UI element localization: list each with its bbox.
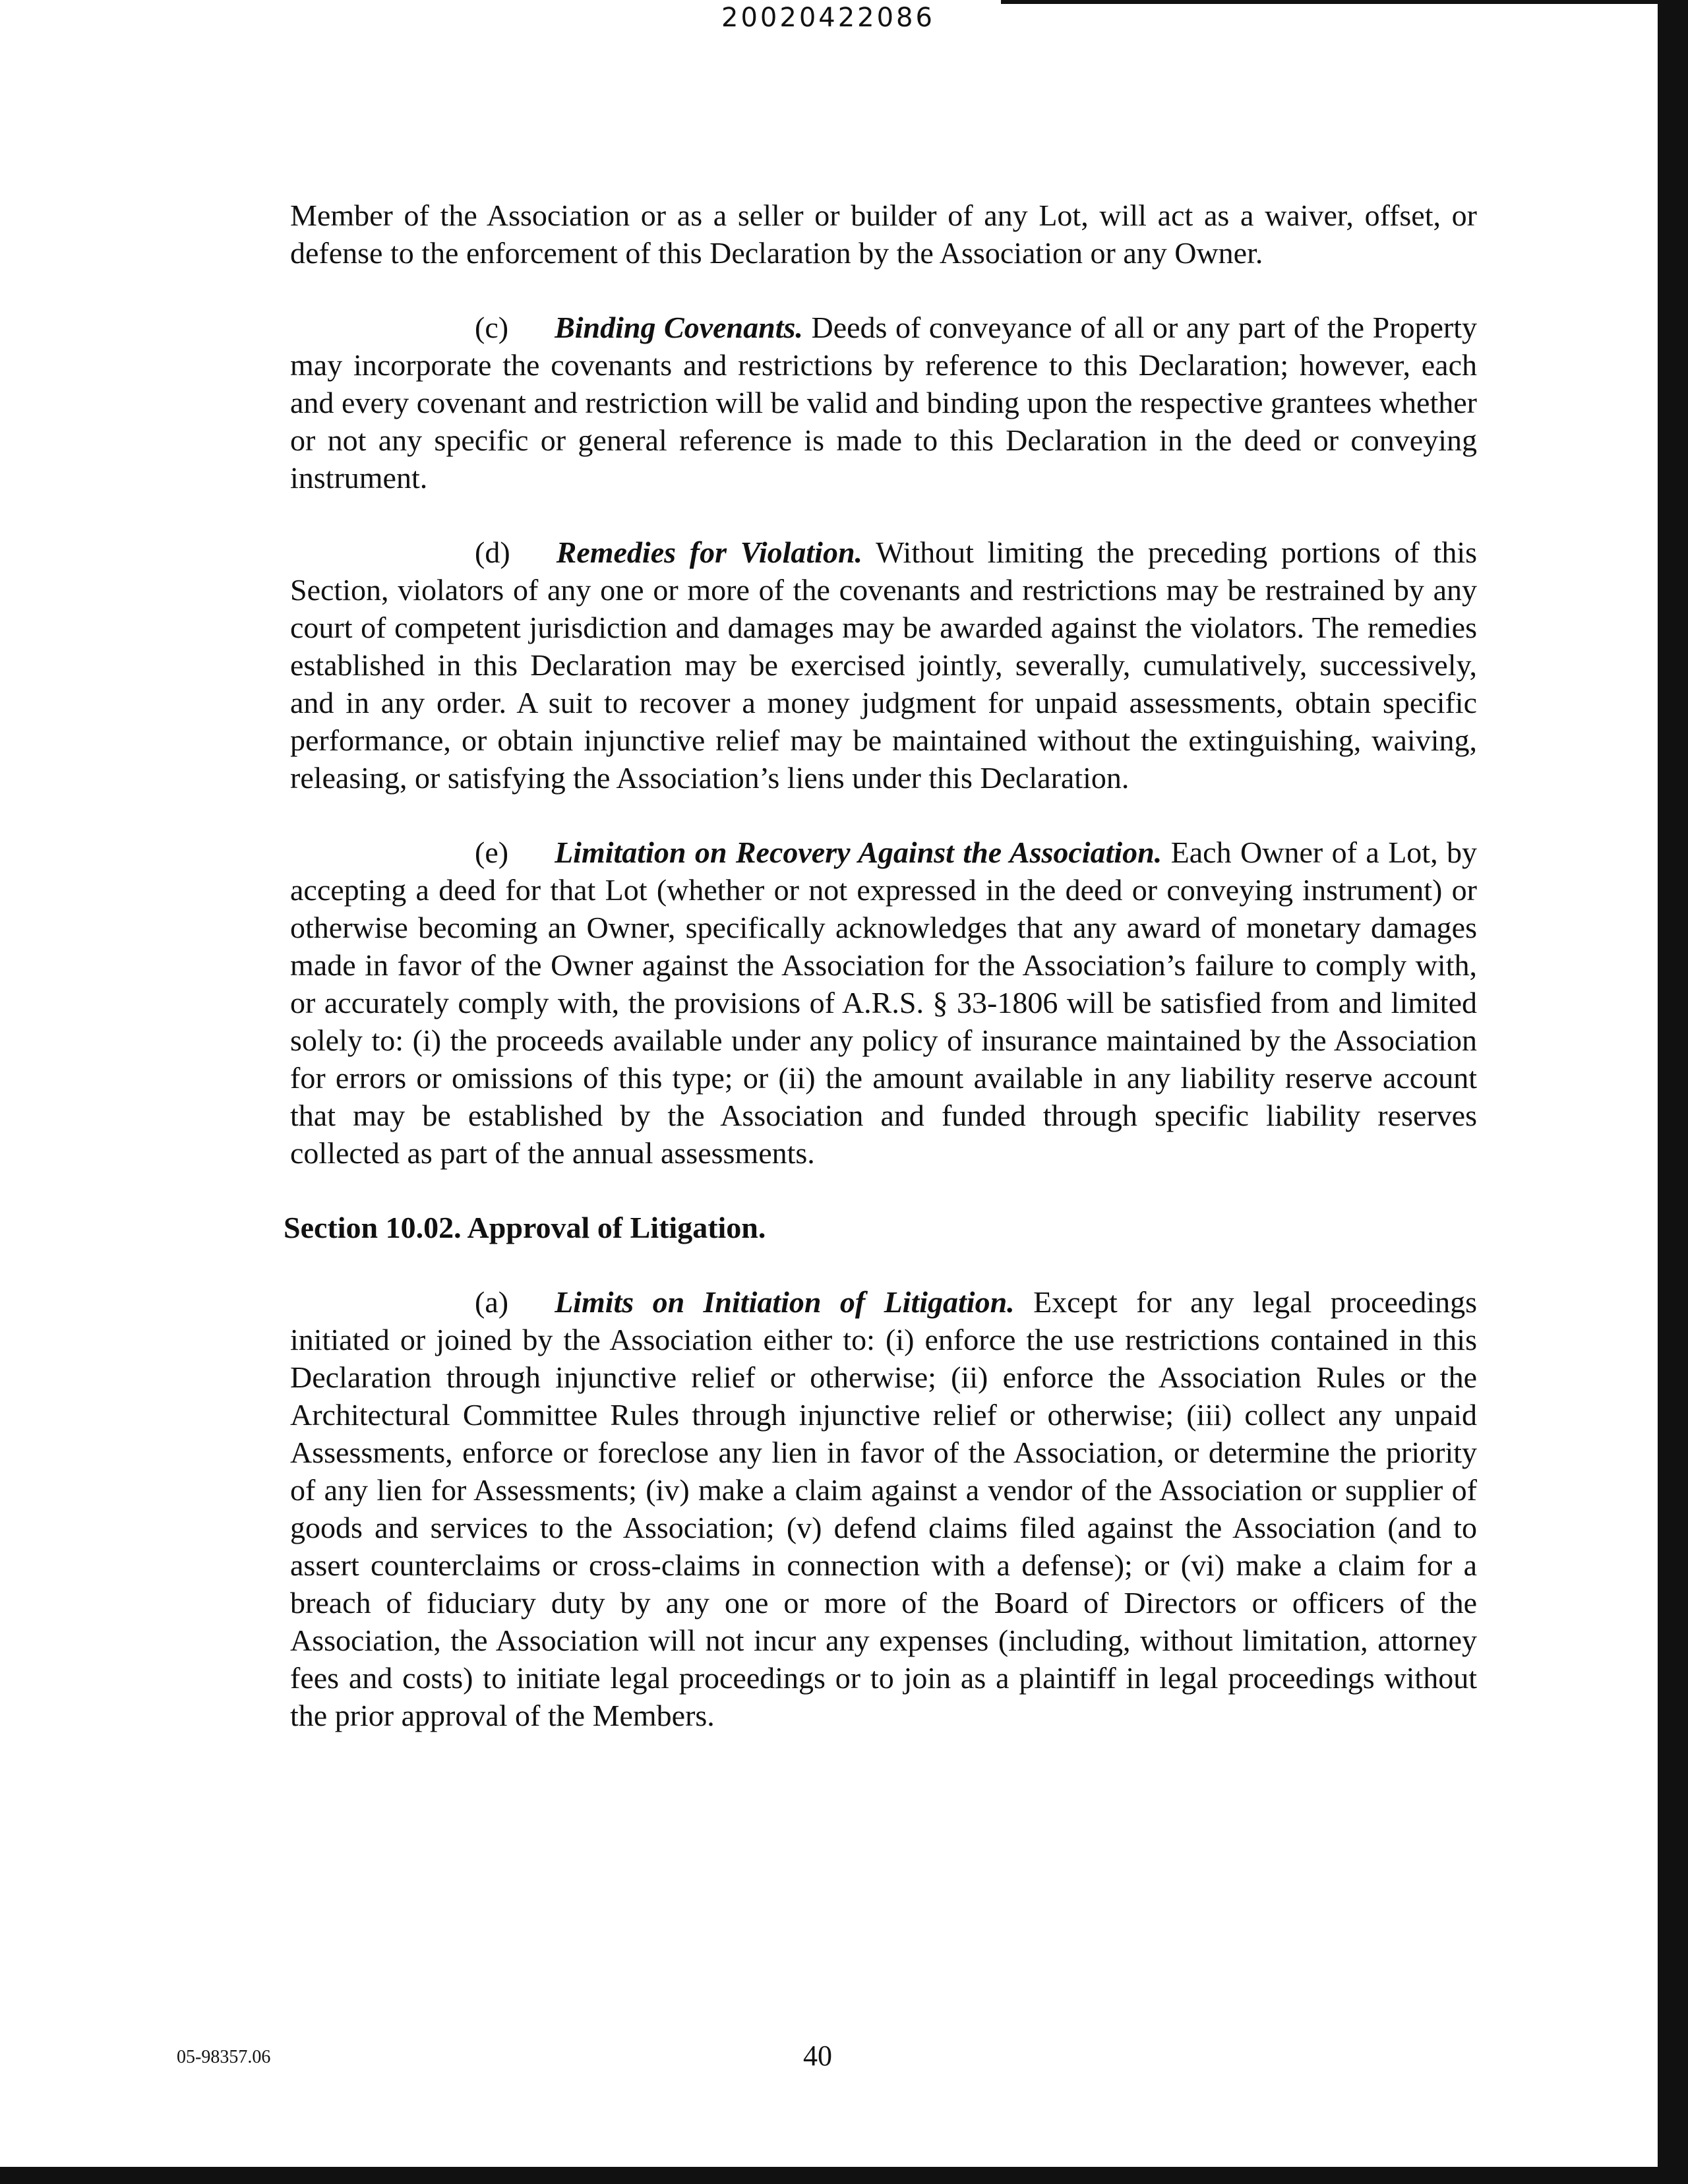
paragraph-c-text: Deeds of conveyance of all or any part of the Property may incorporate the covenants and restrictions by reference to this Declaration; however, each and every covenant and restriction will be valid and binding upon the respective grantees whether or not any specific or general reference is made to this Declaration in the deed or conveying instrument. (290, 311, 1477, 495)
paragraph-a (290, 1283, 1477, 1734)
scan-edge-right (1658, 0, 1688, 2184)
paragraph-c-title: Binding Covenants. (555, 311, 803, 344)
paragraph-e-title: Limitation on Recovery Against the Association. (555, 835, 1162, 869)
intro-paragraph: Member of the Association or as a seller or builder of any Lot, will act as a waiver, offset, or defense to the enforcement of this Declaration by the Association or any Owner. (290, 198, 1477, 270)
scan-edge-bottom (0, 2167, 1688, 2184)
paragraph-c-marker: (c) (475, 311, 509, 344)
paragraph-d-title: Remedies for Violation. (556, 535, 863, 569)
document-body (284, 197, 1478, 1771)
paragraph-d-marker: (d) (475, 535, 510, 569)
paragraph-d-text: Without limiting the preceding portions of this Section, violators of any one or more of the covenants and restrictions may be restrained by any court of competent jurisdiction and damages may be awarded against the violators. The remedies established in this Declaration may be exercised jointly, severally, cumulatively, successively, and in any order. A suit to recover a money judgment for unpaid assessments, obtain specific performance, or obtain injunctive relief may be maintained without the extinguishing, waiving, releasing, or satisfying the Association’s liens under this Declaration. (290, 535, 1478, 795)
page-number: 40 (803, 2040, 832, 2072)
paragraph-e-marker: (e) (475, 835, 509, 869)
paragraph-a-marker: (a) (475, 1285, 509, 1319)
paragraph-c (290, 309, 1477, 497)
section-heading: Section 10.02. Approval of Litigation. (284, 1211, 766, 1244)
paragraph-a-title: Limits on Initiation of Litigation. (555, 1285, 1015, 1319)
document-code: 05-98357.06 (177, 2047, 271, 2067)
paragraph-d (290, 533, 1477, 797)
paragraph-e-text: Each Owner of a Lot, by accepting a deed for that Lot (whether or not expressed in the deed or conveying instrument) or otherwise becoming an Owner, specifically acknowledges that any award of monetary damages made in favor of the Owner against the Association for the Association’s failure to comply with, or accurately comply with, the provisions of A.R.S. § 33-1806 will be satisfied from and limited solely to: (i) the proceeds available under any policy of insurance maintained by the Association for errors or omissions of this type; or (ii) the amount available in any liability reserve account that may be established by the Association and funded through specific liability reserves collected as part of the annual assessments. (290, 835, 1477, 1170)
paragraph-a-text: Except for any legal proceedings initiated or joined by the Association either to: (i) enforce the use restrictions contained in this Declaration through injunctive relief or otherwise; (ii) enforce the Association Rules or the Architectural Committee Rules through injunctive relief or otherwise; (iii) collect any unpaid Assessments, enforce or foreclose any lien in favor of the Association, or determine the priority of any lien for Assessments; (iv) make a claim against a vendor of the Association or supplier of goods and services to the Association; (v) defend claims filed against the Association (and to assert counterclaims or cross-claims in connection with a defense); or (vi) make a claim for a breach of fiduciary duty by any one or more of the Board of Directors or officers of the Association, the Association will not incur any expenses (including, without limitation, attorney fees and costs) to initiate legal proceedings or to join as a plaintiff in legal proceedings without the prior approval of the Members. (290, 1285, 1478, 1732)
recording-number: 20020422086 (721, 3, 935, 33)
paragraph-e (290, 834, 1477, 1172)
